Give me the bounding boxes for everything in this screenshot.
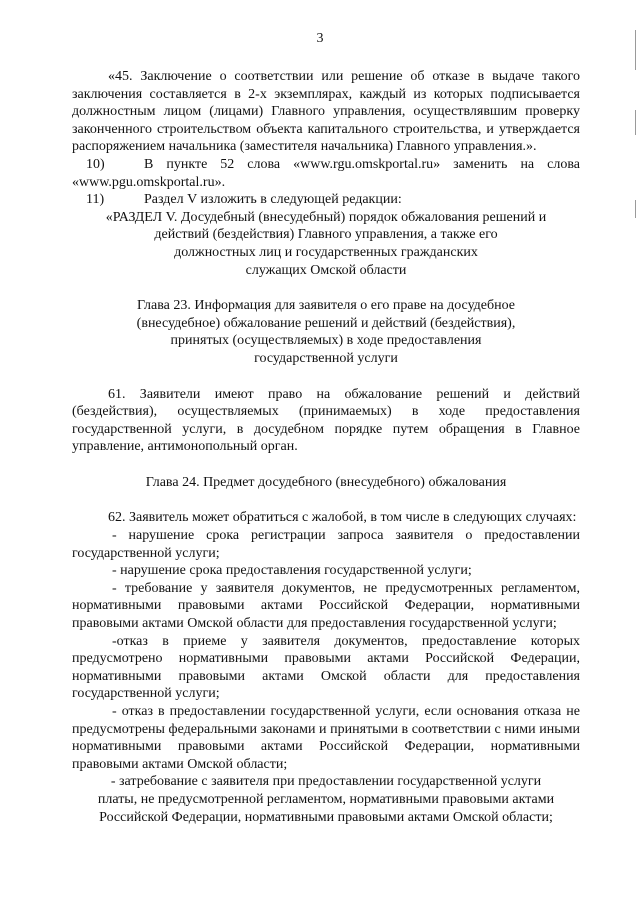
page-number: 3 [316, 31, 324, 46]
section-title-line: действий (бездействия) Главного управления, а также его [154, 227, 498, 243]
document-body [72, 68, 580, 826]
paragraph-45: «45. Заключение о соответствии или решение об отказе в выдаче такого заключения составляется в 2-х экземплярах, каждый из которых подписывается должностным лицом (лицами) Главного управления, осуществлявшим проверку законченного строительством объекта капитального строительства, и утверждается распоряжением начальника (заместителя начальника) Главного управления.». [72, 69, 580, 155]
chapter-23-title-line: принятых (осуществляемых) в ходе предоставления [170, 333, 482, 349]
paragraph-62-last-item-line: платы, не предусмотренной регламентом, нормативными правовыми актами [97, 791, 555, 807]
item-10-continuation: «www.pgu.omskportal.ru». [72, 174, 226, 190]
paragraph-62-item: - нарушение срока регистрации запроса заявителя о предоставлении государственной услуги; [72, 528, 580, 561]
paragraph-62-last-item-line: - затребование с заявителя при предоставлении государственной услуги [110, 774, 542, 790]
item-11-number: 11) [86, 192, 105, 208]
chapter-23-title-line: государственной услуги [254, 350, 398, 366]
scan-edge-mark [635, 200, 636, 218]
paragraph-62-last-item-line: Российской Федерации, нормативными правовыми актами Омской области; [99, 809, 553, 825]
section-title-line: должностных лиц и государственных гражданских [174, 244, 478, 260]
paragraph-62-item: - нарушение срока предоставления государственной услуги; [112, 563, 472, 579]
paragraph-62-item: -отказ в приеме у заявителя документов, предоставление которых предусмотрено нормативными правовыми актами Российской Федерации, нормативными правовыми актами Омской области для предоставления государственной услуги; [72, 633, 580, 702]
chapter-23-title-line: Глава 23. Информация для заявителя о его праве на досудебное [136, 298, 516, 314]
chapter-23-title-line: (внесудебное) обжалование решений и действий (бездействия), [136, 315, 516, 331]
paragraph-62-item: - отказ в предоставлении государственной услуги, если основания отказа не предусмотрены федеральными законами и принятыми в соответствии с ними иными нормативными правовыми актами Российской Федерации, нормативными правовыми актами Омской области; [72, 704, 580, 772]
scan-edge-mark [635, 30, 636, 70]
item-10 [72, 156, 580, 174]
chapter-24-title: Глава 24. Предмет досудебного (внесудебного) обжалования [145, 474, 507, 490]
item-10-text: В пункте 52 слова «www.rgu.omskportal.ru» заменить на слова [144, 156, 580, 172]
item-11 [72, 191, 580, 209]
section-title-line: служащих Омской области [245, 262, 407, 278]
item-10-number: 10) [86, 156, 105, 172]
paragraph-62-intro: 62. Заявитель может обратиться с жалобой, в том числе в следующих случаях: [108, 510, 577, 526]
paragraph-62-item: - требование у заявителя документов, не предусмотренных регламентом, нормативными правовыми актами Российской Федерации, нормативными правовыми актами Омской области для предоставления государственной услуги; [72, 580, 580, 632]
section-title-line: «РАЗДЕЛ V. Досудебный (внесудебный) порядок обжалования решений и [105, 209, 547, 225]
scan-edge-mark [635, 110, 636, 135]
paragraph-61: 61. Заявители имеют право на обжалование решений и действий (бездействия), осуществляемых (принимаемых) в ходе предоставления государственной услуги, в досудебном порядке путем обращения в Главное управление, антимонопольный орган. [72, 386, 580, 455]
item-11-text: Раздел V изложить в следующей редакции: [144, 192, 402, 208]
